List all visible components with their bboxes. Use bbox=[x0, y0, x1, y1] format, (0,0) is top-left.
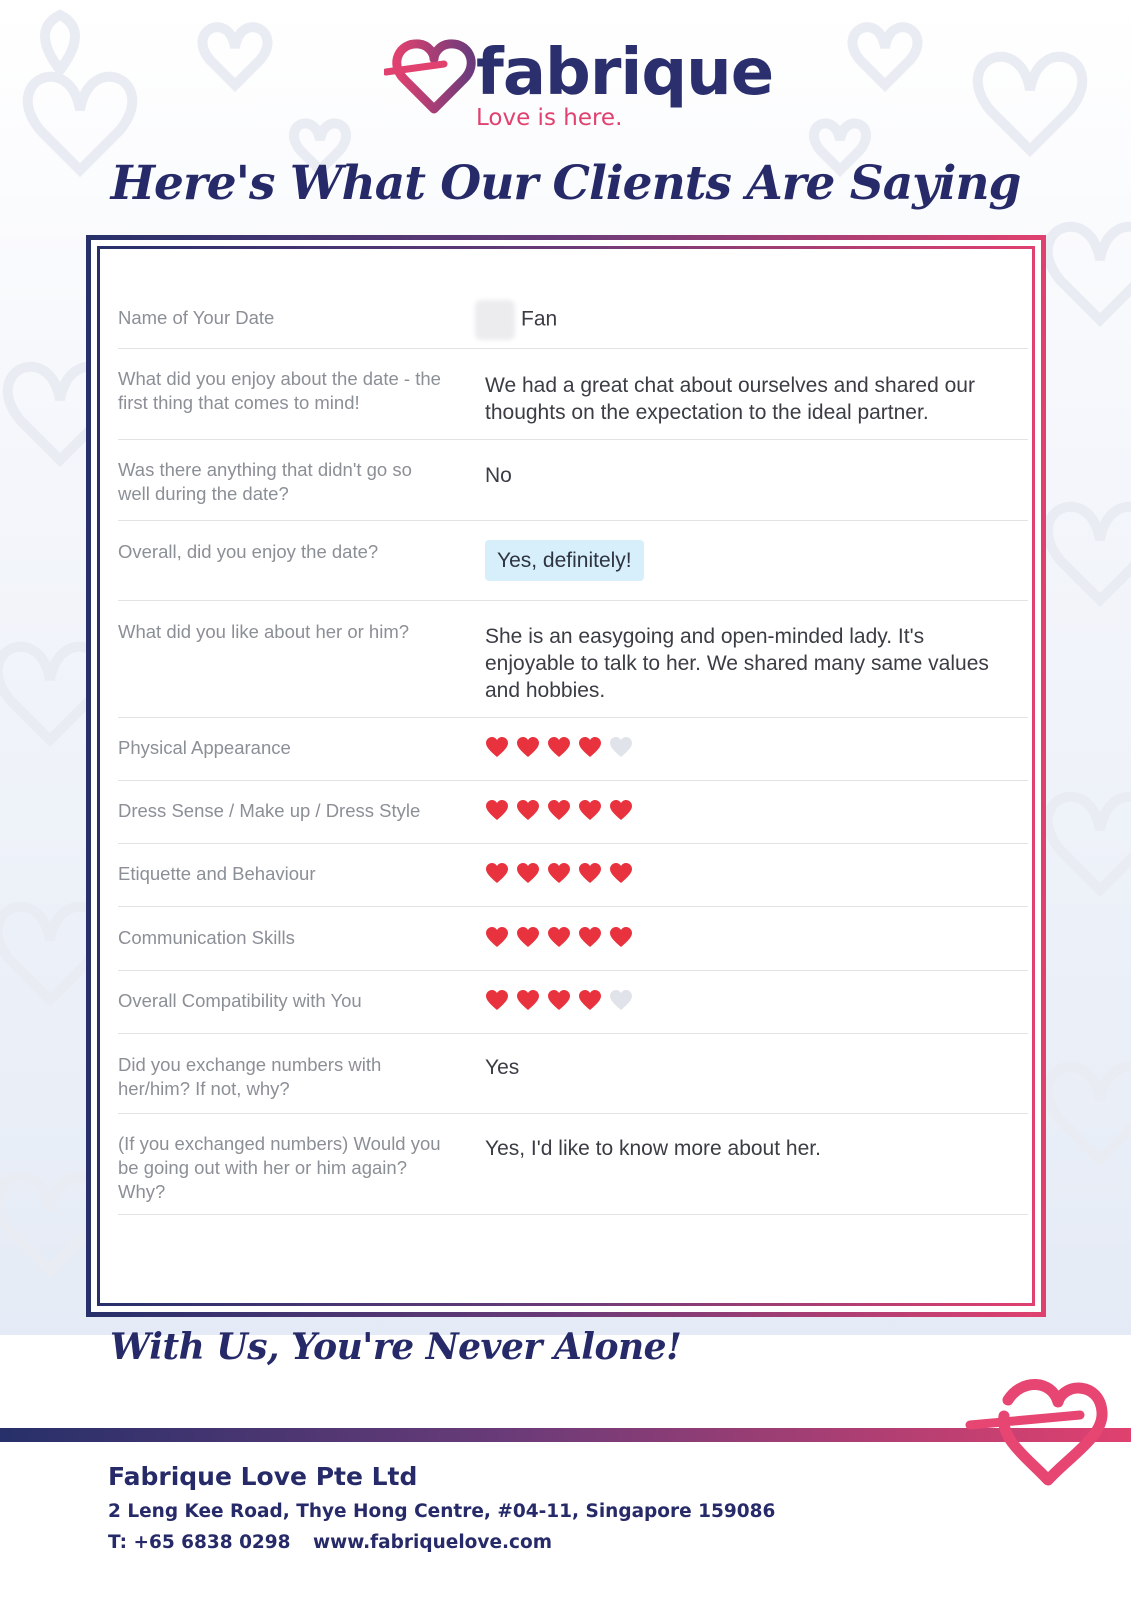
heart-filled-icon bbox=[516, 736, 540, 758]
heart-rating bbox=[485, 736, 1005, 758]
rating-row bbox=[118, 989, 1028, 1034]
form-answer bbox=[485, 540, 1005, 581]
heart-rating bbox=[485, 799, 1005, 821]
enjoy-answer-pill: Yes, definitely! bbox=[485, 540, 644, 581]
form-row bbox=[118, 367, 1028, 440]
form-question: What did you enjoy about the date - the first thing that comes to mind! bbox=[118, 368, 441, 413]
heart-knot-logo-icon bbox=[384, 34, 484, 124]
form-row bbox=[118, 540, 1028, 601]
heart-filled-icon bbox=[578, 862, 602, 884]
rating-row bbox=[118, 799, 1028, 844]
heart-filled-icon bbox=[578, 926, 602, 948]
heart-filled-icon bbox=[516, 926, 540, 948]
redacted-name-blur bbox=[475, 300, 515, 340]
form-row bbox=[118, 298, 1028, 349]
heart-filled-icon bbox=[547, 989, 571, 1011]
heart-rating bbox=[485, 926, 1005, 948]
form-question: (If you exchanged numbers) Would you be going out with her or him again? Why? bbox=[118, 1133, 441, 1202]
heart-filled-icon bbox=[485, 989, 509, 1011]
footer-slogan: With Us, You're Never Alone! bbox=[110, 1326, 682, 1368]
heart-rating bbox=[485, 862, 1005, 884]
heart-filled-icon bbox=[609, 926, 633, 948]
heart-filled-icon bbox=[516, 862, 540, 884]
form-question: Communication Skills bbox=[118, 927, 295, 948]
company-contact bbox=[108, 1532, 552, 1553]
form-answer: We had a great chat about ourselves and shared our thoughts on the expectation to the ideal partner. bbox=[485, 374, 975, 424]
date-name-value: Fan bbox=[521, 307, 558, 331]
form-question: Did you exchange numbers with her/him? If not, why? bbox=[118, 1054, 382, 1099]
rating-row bbox=[118, 926, 1028, 971]
rating-row bbox=[118, 862, 1028, 907]
form-answer: She is an easygoing and open-minded lady. It's enjoyable to talk to her. We shared many same values and hobbies. bbox=[485, 625, 989, 702]
form-row bbox=[118, 458, 1028, 521]
page-headline: Here's What Our Clients Are Saying bbox=[110, 156, 1021, 211]
form-answer: No bbox=[485, 464, 512, 487]
heart-filled-icon bbox=[578, 736, 602, 758]
form-answer: Yes bbox=[485, 1056, 520, 1079]
form-row bbox=[118, 1053, 1028, 1114]
form-question: Overall Compatibility with You bbox=[118, 990, 362, 1011]
heart-filled-icon bbox=[578, 989, 602, 1011]
heart-filled-icon bbox=[578, 799, 602, 821]
brand-name: fabrique bbox=[476, 36, 774, 110]
heart-knot-icon bbox=[960, 1370, 1130, 1500]
phone-number: T: +65 6838 0298 bbox=[108, 1532, 291, 1553]
heart-filled-icon bbox=[485, 926, 509, 948]
heart-filled-icon bbox=[516, 989, 540, 1011]
brand-tagline: Love is here. bbox=[476, 105, 623, 131]
form-question: Overall, did you enjoy the date? bbox=[118, 541, 379, 562]
heart-filled-icon bbox=[609, 799, 633, 821]
rating-row bbox=[118, 736, 1028, 781]
heart-filled-icon bbox=[485, 799, 509, 821]
form-question: Etiquette and Behaviour bbox=[118, 863, 316, 884]
heart-filled-icon bbox=[516, 799, 540, 821]
form-question: Was there anything that didn't go so well during the date? bbox=[118, 459, 412, 504]
heart-filled-icon bbox=[547, 862, 571, 884]
form-row bbox=[118, 620, 1028, 718]
company-name: Fabrique Love Pte Ltd bbox=[108, 1462, 418, 1491]
heart-rating bbox=[485, 989, 1005, 1011]
heart-filled-icon bbox=[609, 862, 633, 884]
website-link[interactable]: www.fabriquelove.com bbox=[313, 1532, 552, 1553]
form-answer: Yes, I'd like to know more about her. bbox=[485, 1137, 821, 1160]
form-row bbox=[118, 1132, 1028, 1215]
company-address: 2 Leng Kee Road, Thye Hong Centre, #04-11, Singapore 159086 bbox=[108, 1501, 776, 1522]
form-question: Dress Sense / Make up / Dress Style bbox=[118, 800, 421, 821]
heart-empty-icon bbox=[609, 736, 633, 758]
form-answer bbox=[475, 300, 995, 340]
heart-filled-icon bbox=[547, 926, 571, 948]
form-question: Physical Appearance bbox=[118, 737, 291, 758]
heart-filled-icon bbox=[485, 736, 509, 758]
heart-filled-icon bbox=[547, 799, 571, 821]
heart-filled-icon bbox=[547, 736, 571, 758]
heart-empty-icon bbox=[609, 989, 633, 1011]
form-question: What did you like about her or him? bbox=[118, 621, 410, 642]
heart-filled-icon bbox=[485, 862, 509, 884]
form-question: Name of Your Date bbox=[118, 307, 275, 328]
